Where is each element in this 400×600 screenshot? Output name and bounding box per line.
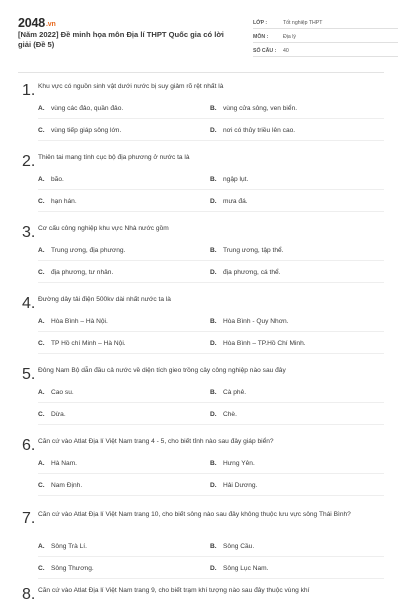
question-item xyxy=(22,366,384,418)
answer-row-divider xyxy=(38,578,384,579)
answer-letter: B. xyxy=(210,318,217,325)
question-text: Căn cứ vào Atlat Địa lí Việt Nam trang 10, cho biết sông nào sau đây không thuộc lưu vực sông Thái Bình? xyxy=(38,511,351,518)
answer-letter: D. xyxy=(210,411,217,418)
answer-option-a[interactable] xyxy=(38,543,87,550)
answer-row-divider xyxy=(38,189,384,190)
answer-option-c[interactable] xyxy=(38,198,77,205)
answer-text: Hưng Yên. xyxy=(223,460,255,467)
answer-text: vùng cửa sông, ven biển. xyxy=(223,105,298,112)
answer-option-c[interactable] xyxy=(38,127,121,134)
answer-letter: B. xyxy=(210,105,217,112)
meta-value: 40 xyxy=(283,48,289,54)
answer-text: TP Hồ chí Minh – Hà Nội. xyxy=(51,340,126,347)
answer-text: Sông Trà Lí. xyxy=(51,543,87,550)
answer-letter: B. xyxy=(210,543,217,550)
meta-label: MÔN : xyxy=(253,34,269,40)
answer-row-divider xyxy=(38,353,384,354)
answer-row-divider xyxy=(38,556,384,557)
answer-text: bão. xyxy=(51,176,64,183)
answer-text: Sông Lục Nam. xyxy=(223,565,269,572)
answer-option-c[interactable] xyxy=(38,340,126,347)
answer-option-b[interactable] xyxy=(210,318,289,325)
answer-letter: C. xyxy=(38,565,45,572)
answer-text: Trung ương, địa phương. xyxy=(51,247,126,254)
answer-text: vùng tiếp giáp sông lớn. xyxy=(51,127,122,134)
answer-option-d[interactable] xyxy=(210,340,306,347)
answer-text: Cao su. xyxy=(51,389,74,396)
answer-text: Hòa Bình – Hà Nội. xyxy=(51,318,108,325)
question-text: Đường dây tải điện 500kv dài nhất nước ta là xyxy=(38,296,171,303)
answer-letter: C. xyxy=(38,127,45,134)
answer-letter: C. xyxy=(38,198,45,205)
answer-row-divider xyxy=(38,211,384,212)
document-header xyxy=(18,10,384,60)
answer-text: hạn hán. xyxy=(51,198,77,205)
question-text: Đông Nam Bộ dẫn đầu cả nước về diện tích gieo trồng cây công nghiệp nào sau đây xyxy=(38,367,286,374)
meta-row-question-count xyxy=(253,44,398,57)
answer-text: Sông Cầu. xyxy=(223,543,255,550)
answer-letter: A. xyxy=(38,247,45,254)
question-number: 3. xyxy=(22,224,36,241)
answer-text: Cà phê. xyxy=(223,389,247,396)
logo-main-text: 2048 xyxy=(18,16,46,30)
answer-row-divider xyxy=(38,473,384,474)
answer-text: mưa đá. xyxy=(223,198,248,205)
answer-text: Nam Định. xyxy=(51,482,83,489)
question-number: 4. xyxy=(22,295,36,312)
question-number: 7. xyxy=(22,510,36,527)
answer-letter: B. xyxy=(210,247,217,254)
answer-letter: D. xyxy=(210,565,217,572)
answer-option-d[interactable] xyxy=(210,565,268,572)
answer-letter: B. xyxy=(210,176,217,183)
answer-option-d[interactable] xyxy=(210,127,295,134)
answer-text: địa phương, cá thể. xyxy=(223,269,281,276)
answer-option-b[interactable] xyxy=(210,460,255,467)
answer-option-b[interactable] xyxy=(210,389,246,396)
answer-option-d[interactable] xyxy=(210,198,248,205)
question-text: Cơ cấu công nghiệp khu vực Nhà nước gồm xyxy=(38,225,169,232)
answer-option-c[interactable] xyxy=(38,482,82,489)
answer-option-a[interactable] xyxy=(38,318,108,325)
answer-option-c[interactable] xyxy=(38,269,113,276)
question-text: Khu vực có nguồn sinh vật dưới nước bị suy giảm rõ rệt nhất là xyxy=(38,83,224,90)
answer-letter: D. xyxy=(210,269,217,276)
meta-value: Tốt nghiệp THPT xyxy=(283,20,323,26)
answer-option-d[interactable] xyxy=(210,269,281,276)
answer-letter: A. xyxy=(38,105,45,112)
answer-letter: D. xyxy=(210,198,217,205)
answer-letter: A. xyxy=(38,543,45,550)
answer-row-divider xyxy=(38,402,384,403)
site-logo[interactable] xyxy=(18,16,56,30)
answer-option-a[interactable] xyxy=(38,247,125,254)
answer-letter: D. xyxy=(210,127,217,134)
answer-option-b[interactable] xyxy=(210,176,248,183)
answer-option-a[interactable] xyxy=(38,460,77,467)
meta-row-class xyxy=(253,16,398,29)
document-meta xyxy=(253,16,398,58)
document-title: [Năm 2022] Đề minh họa môn Địa lí THPT Quốc gia có lời giải (Đề 5) xyxy=(18,30,224,49)
question-text: Căn cứ vào Atlat Địa lí Việt Nam trang 9, cho biết trạm khí tượng nào sau đây thuộc vùng khí xyxy=(38,587,310,594)
answer-option-c[interactable] xyxy=(38,565,94,572)
question-number: 2. xyxy=(22,153,36,170)
question-number: 6. xyxy=(22,437,36,454)
answer-text: nơi có thủy triều lên cao. xyxy=(223,127,296,134)
meta-value: Địa lý xyxy=(283,34,296,40)
answer-option-d[interactable] xyxy=(210,482,257,489)
answer-text: Hải Dương. xyxy=(223,482,258,489)
answer-option-c[interactable] xyxy=(38,411,66,418)
question-item xyxy=(22,510,384,572)
question-item xyxy=(22,586,384,600)
answer-text: Hòa Bình – TP.Hồ Chí Minh. xyxy=(223,340,306,347)
header-divider xyxy=(18,72,384,73)
answer-letter: C. xyxy=(38,269,45,276)
answer-row-divider xyxy=(38,495,384,496)
question-item xyxy=(22,295,384,347)
meta-row-subject xyxy=(253,30,398,43)
answer-option-d[interactable] xyxy=(210,411,237,418)
answer-text: Hòa Bình - Quy Nhơn. xyxy=(223,318,289,325)
answer-letter: D. xyxy=(210,340,217,347)
answer-option-b[interactable] xyxy=(210,247,284,254)
answer-option-b[interactable] xyxy=(210,105,297,112)
answer-option-a[interactable] xyxy=(38,389,74,396)
question-item xyxy=(22,82,384,134)
answer-row-divider xyxy=(38,424,384,425)
answer-letter: C. xyxy=(38,482,45,489)
answer-letter: C. xyxy=(38,411,45,418)
logo-sub-text: .vn xyxy=(46,21,56,28)
meta-label: SỐ CÂU : xyxy=(253,48,277,54)
question-item xyxy=(22,224,384,276)
answer-text: Hà Nam. xyxy=(51,460,78,467)
answer-row-divider xyxy=(38,331,384,332)
answer-text: Trung ương, tập thể. xyxy=(223,247,284,254)
question-text: Thiên tai mang tính cục bộ địa phương ở nước ta là xyxy=(38,154,190,161)
answer-text: Dừa. xyxy=(51,411,66,418)
answer-option-a[interactable] xyxy=(38,105,123,112)
answer-letter: B. xyxy=(210,389,217,396)
question-number: 1. xyxy=(22,82,36,99)
answer-letter: A. xyxy=(38,389,45,396)
question-item xyxy=(22,153,384,205)
answer-option-a[interactable] xyxy=(38,176,64,183)
answer-letter: A. xyxy=(38,318,45,325)
question-text: Căn cứ vào Atlat Địa lí Việt Nam trang 4 - 5, cho biết tỉnh nào sau đây giáp biển? xyxy=(38,438,274,445)
meta-label: LỚP : xyxy=(253,20,268,26)
answer-row-divider xyxy=(38,282,384,283)
answer-row-divider xyxy=(38,118,384,119)
answer-row-divider xyxy=(38,140,384,141)
answer-text: vùng các đảo, quần đảo. xyxy=(51,105,124,112)
answer-letter: D. xyxy=(210,482,217,489)
answer-text: Sông Thương. xyxy=(51,565,94,572)
question-number: 5. xyxy=(22,366,36,383)
answer-text: địa phương, tư nhân. xyxy=(51,269,114,276)
answer-option-b[interactable] xyxy=(210,543,254,550)
question-number: 8. xyxy=(22,586,36,600)
answer-letter: A. xyxy=(38,176,45,183)
answer-text: ngập lụt. xyxy=(223,176,249,183)
answer-letter: A. xyxy=(38,460,45,467)
question-item xyxy=(22,437,384,489)
answer-row-divider xyxy=(38,260,384,261)
answer-letter: B. xyxy=(210,460,217,467)
answer-text: Chè. xyxy=(223,411,237,418)
answer-letter: C. xyxy=(38,340,45,347)
